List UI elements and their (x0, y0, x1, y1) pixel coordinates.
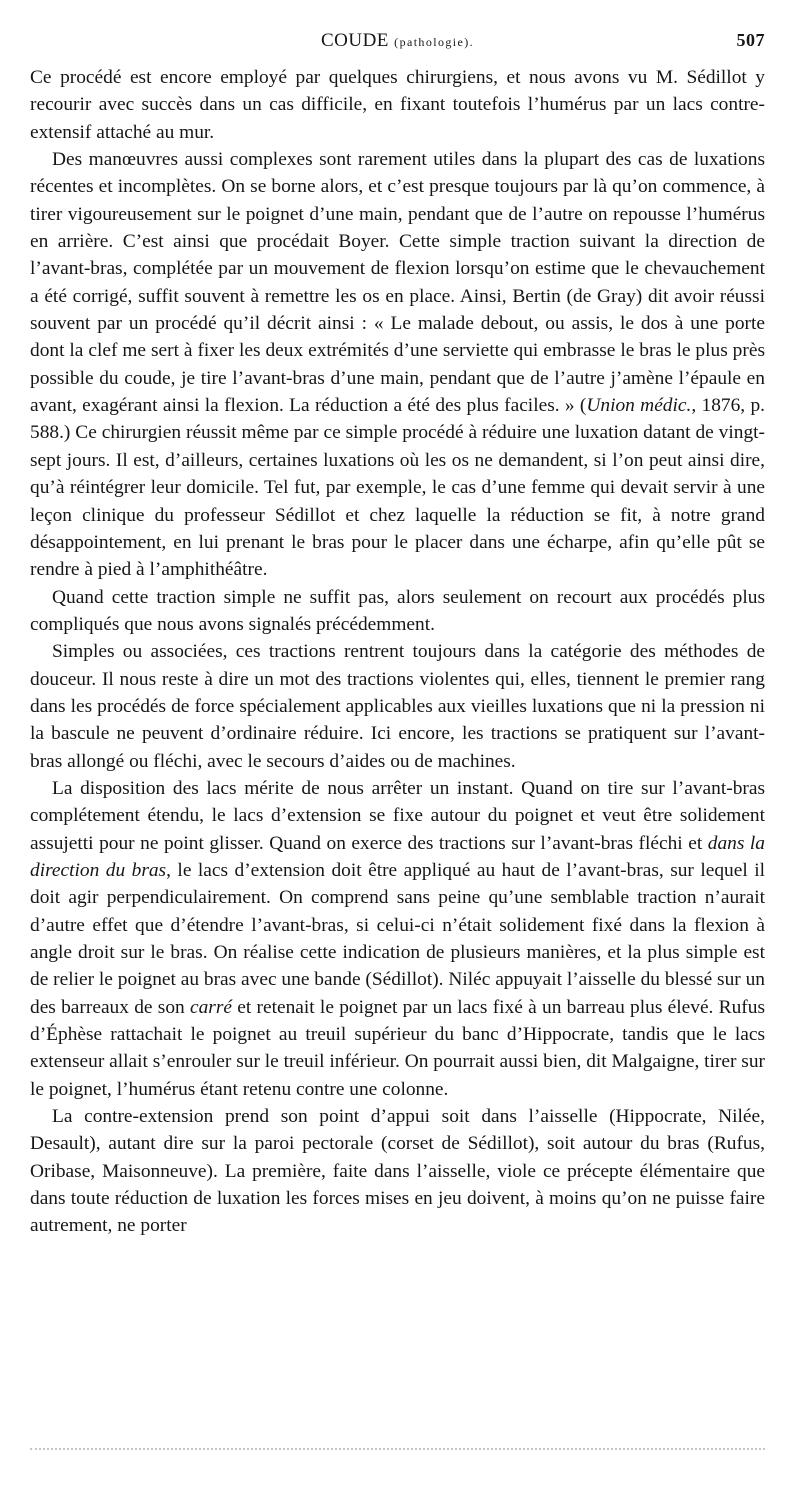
paragraph-4-text: Simples ou associées, ces tractions rentrent toujours dans la catégorie des méthodes de douceur. Il nous reste à dire un mot des tractions violentes qui, elles, tiennent le premier rang dans les procédés de force spécialement applicables aux vieilles luxations que ni la pression ni la bascule ne peuvent d’ordinaire réduire. Ici encore, les tractions se pratiquent sur l’avant-bras allongé ou fléchi, avec le secours d’aides ou de machines. (30, 641, 765, 772)
paragraph-3-text: Quand cette traction simple ne suffit pas, alors seulement on recourt aux procédés plus compliqués que nous avons signalés précédemment. (30, 586, 765, 635)
italic-carre: carré (189, 996, 232, 1018)
citation-union-medic: Union médic. (586, 395, 692, 417)
paragraph-5-text-after-2: et retenait le poignet par un lacs fixé à un barreau plus élevé. Rufus d’Éphèse rattachait le poignet au treuil supérieur du banc d’Hippocrate, tandis que le lacs extenseur allait s’enrouler sur le treuil inférieur. On pourrait aussi bien, dit Malgaigne, tirer sur le poignet, l’humérus étant retenu contre une colonne. (30, 996, 765, 1100)
paragraph-5-text-after: , le lacs d’extension doit être appliqué au haut de l’avant-bras, sur lequel il doit agir perpendiculairement. On comprend sans peine qu’une semblable traction n’aurait d’autre effet que d’étendre l’avant-bras, si celui-ci n’était solidement fixé dans la flexion à angle droit sur le bras. On réalise cette indication de plusieurs manières, et la plus simple est de relier le poignet au bras avec une bande (Sédillot). Niléc appuyait l’aisselle du blessé sur un des barreaux de son (30, 859, 765, 1018)
paragraph-3 (30, 584, 765, 639)
italic-direction-du-bras: dans la direction du bras (30, 832, 765, 881)
paragraph-1 (30, 64, 765, 146)
paragraph-2 (30, 146, 765, 584)
book-page (30, 0, 765, 1487)
paragraph-5-text: La disposition des lacs mérite de nous arrêter un instant. Quand on tire sur l’avant-bras complétement étendu, le lacs d’extension se fixe autour du poignet et veut être solidement assujetti pour ne point glisser. Quand on exerce des tractions sur l’avant-bras fléchi et (30, 777, 765, 854)
running-title (30, 30, 765, 52)
paragraph-1-text: Ce procédé est encore employé par quelques chirurgiens, et nous avons vu M. Sédillot y recourir avec succès dans un cas difficile, en fixant toutefois l’humérus par un lacs contre-extensif attaché au mur. (30, 67, 765, 143)
paragraph-6 (30, 1103, 765, 1240)
running-header (30, 30, 765, 56)
body-text (30, 64, 765, 1240)
paragraph-2-text-after: , 1876, p. 588.) Ce chirurgien réussit même par ce simple procédé à réduire une luxation datant de vingt-sept jours. Il est, d’ailleurs, certaines luxations où les os ne demandent, si l’on peut ainsi dire, qu’à réintégrer leur domicile. Tel fut, par exemple, le cas d’une femme qui devait servir à une leçon clinique du professeur Sédillot et chez laquelle la réduction se fit, à notre grand désappointement, en lui prenant le bras pour le placer dans une écharpe, afin qu’elle pût se rendre à pied à l’amphithéâtre. (30, 395, 765, 581)
paragraph-4 (30, 638, 765, 775)
header-title: COUDE (320, 30, 389, 51)
footer-dotted-rule (30, 1448, 765, 1450)
paragraph-5 (30, 775, 765, 1103)
page-number: 507 (736, 30, 765, 50)
header-section: (pathologie). (394, 35, 475, 49)
paragraph-6-text: La contre-extension prend son point d’appui soit dans l’aisselle (Hippocrate, Nilée, Desault), autant dire sur la paroi pectorale (corset de Sédillot), soit autour du bras (Rufus, Oribase, Maisonneuve). La première, faite dans l’aisselle, viole ce précepte élémentaire que dans toute réduction de luxation les forces mises en jeu doivent, à moins qu’on ne puisse faire autrement, ne porter (30, 1106, 765, 1237)
paragraph-2-text: Des manœuvres aussi complexes sont rarement utiles dans la plupart des cas de luxations récentes et incomplètes. On se borne alors, et c’est presque toujours par là qu’on commence, à tirer vigoureusement sur le poignet d’une main, pendant que de l’autre on repousse l’humérus en arrière. C’est ainsi que procédait Boyer. Cette simple traction suivant la direction de l’avant-bras, complétée par un mouvement de flexion lorsqu’on estime que le chevauchement a été corrigé, suffit souvent à remettre les os en place. Ainsi, Bertin (de Gray) dit avoir réussi souvent par un procédé qu’il décrit ainsi : « Le malade debout, ou assis, le dos à une porte dont la clef me sert à fixer les deux extrémités d’une serviette qui embrasse le bras le plus près possible du coude, je tire l’avant-bras d’une main, pendant que de l’autre j’amène l’épaule en avant, exagérant ainsi la flexion. La réduction a été des plus faciles. » ( (30, 149, 765, 417)
